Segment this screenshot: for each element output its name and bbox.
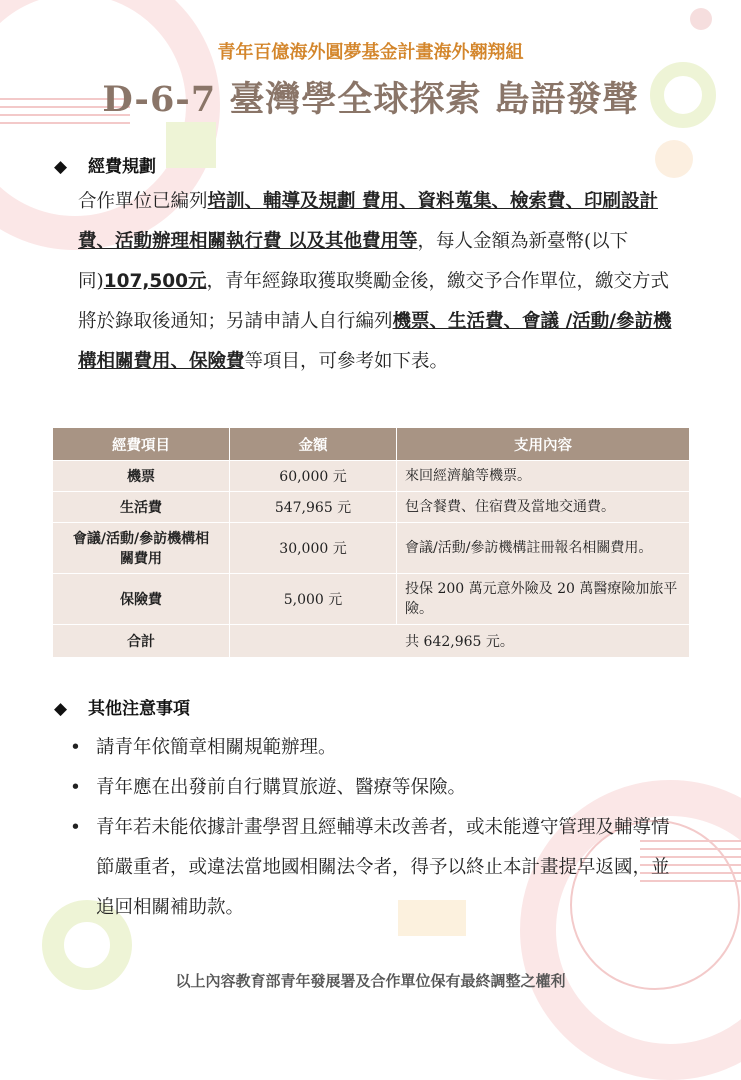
table-header-row [53,428,690,461]
table-cell-usage: 來回經濟艙等機票。 [397,461,690,492]
column-header: 支用內容 [397,428,690,461]
column-header: 金額 [230,428,397,461]
decorative-dot [690,8,712,30]
para-underlined-amount: 107,500元 [103,271,207,292]
organization-title: 青年百億海外圓夢基金計畫海外翱翔組 [217,42,524,63]
table-cell-usage: 會議/活動/參訪機構註冊報名相關費用。 [397,523,690,574]
budget-table [52,427,690,658]
table-row [53,574,690,625]
list-item-text: 青年應在出發前自行購買旅遊、醫療等保險。 [96,777,467,798]
table-cell-item: 會議/活動/參訪機構相關費用 [53,523,230,574]
notes-section-heading [54,694,190,719]
table-row [53,461,690,492]
table-cell-item: 生活費 [53,492,230,523]
table-row [53,492,690,523]
para-underlined-text: 機票、生活費、會議 /活動/參訪機構相關費用、保險費 [78,311,672,372]
budget-section-heading [54,152,156,177]
table-cell-usage: 包含餐費、住宿費及當地交通費。 [397,492,690,523]
list-item-text: 青年若未能依據計畫學習且經輔導未改善者，或未能遵守管理及輔導情節嚴重者，或違法當地國相關法令者，得予以終止本計畫提早返國，並追回相關補助款。 [96,817,670,918]
dot-icon: • [70,777,81,798]
table-cell-item: 機票 [53,461,230,492]
dot-icon: • [70,737,81,758]
diamond-icon: ◆ [54,699,68,719]
footer-note: 以上內容教育部青年發展署及合作單位保有最終調整之權利 [175,972,566,990]
dot-icon: • [70,817,81,838]
table-cell-amount: 60,000 元 [230,461,397,492]
table-cell-amount: 547,965 元 [230,492,397,523]
page-title: D-6-7 臺灣學全球探索 島語發聲 [102,79,639,120]
decorative-square [166,122,216,168]
para-text: 合作單位已編列 [78,191,208,212]
para-text: 等項目，可參考如下表。 [244,351,449,372]
list-item-text: 請青年依簡章相關規範辦理。 [96,737,337,758]
table-total-row [53,625,690,658]
para-underlined-text: 培訓、輔導及規劃 費用、資料蒐集、檢索費、印刷設計費、活動辦理相關執行費 以及其他費用等 [78,191,658,252]
section-heading-text: 其他注意事項 [88,699,190,719]
para-text: ，每人金額為新臺幣(以下同) [78,231,629,292]
table-cell-total-label: 合計 [53,625,230,658]
column-header: 經費項目 [53,428,230,461]
table-cell-total-value: 共 642,965 元。 [230,625,690,658]
table-row [53,523,690,574]
table-cell-item: 保險費 [53,574,230,625]
diamond-icon: ◆ [54,157,68,177]
list-item [70,768,680,808]
table-cell-usage: 投保 200 萬元意外險及 20 萬醫療險加旅平險。 [397,574,690,625]
list-item [70,728,680,768]
decorative-dot [655,140,693,178]
para-text: ，青年經錄取獲取獎勵金後，繳交予合作單位，繳交方式將於錄取後通知；另請申請人自行編列 [78,271,669,332]
section-heading-text: 經費規劃 [88,157,156,177]
table-cell-amount: 30,000 元 [230,523,397,574]
list-item [70,808,680,928]
notes-list [70,728,680,928]
budget-paragraph [78,182,678,382]
table-cell-amount: 5,000 元 [230,574,397,625]
